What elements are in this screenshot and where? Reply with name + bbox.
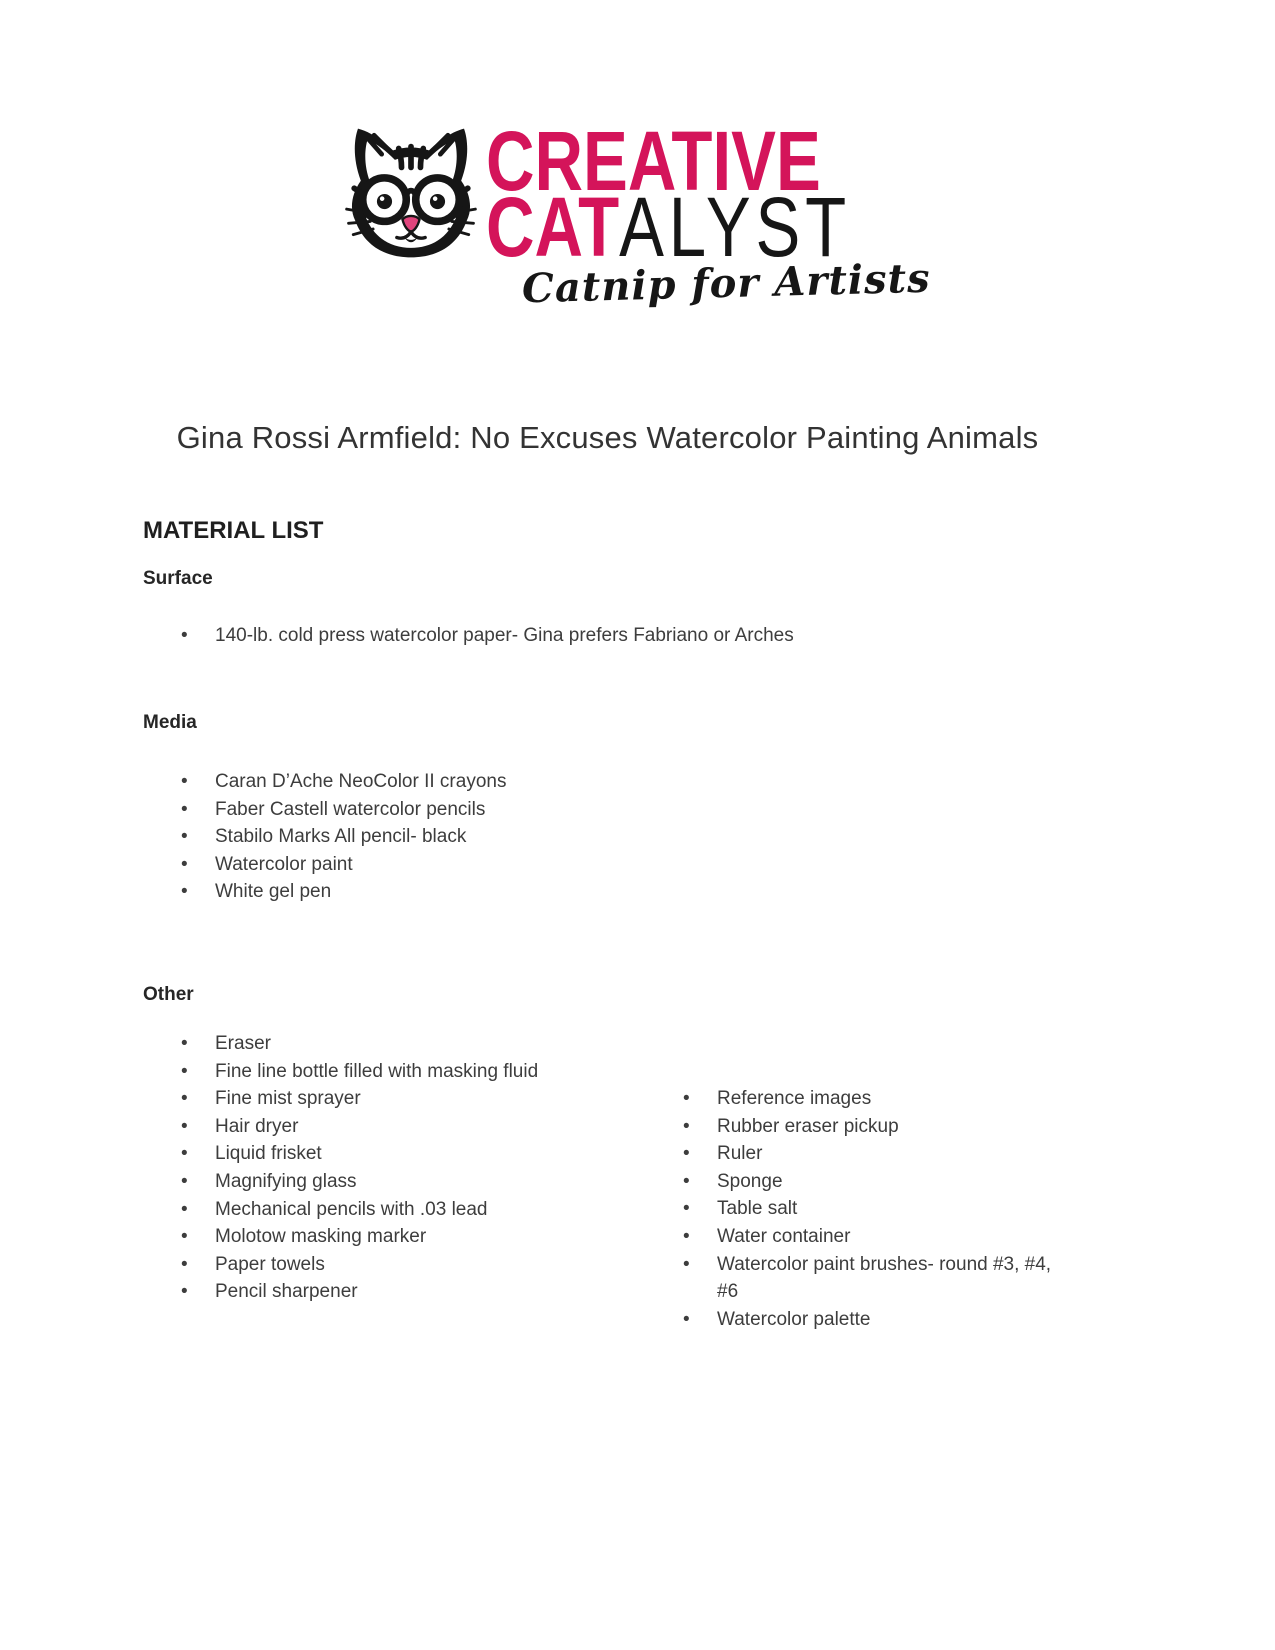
brand-wordmark (486, 114, 942, 274)
list-item: • 140-lb. cold press watercolor paper- Gina prefers Fabriano or Arches (143, 622, 903, 650)
list-item: • Fine mist sprayer (143, 1085, 545, 1113)
brand-word-alyst: ALYST (619, 180, 852, 274)
surface-item-list (143, 622, 903, 650)
list-item: • Pencil sharpener (143, 1278, 545, 1306)
other-item-list-right (645, 1085, 1057, 1333)
other-item-list-left (143, 1030, 545, 1306)
list-item: • Watercolor paint (143, 851, 703, 879)
list-item: • Hair dryer (143, 1113, 545, 1141)
list-item: • Sponge (645, 1168, 1057, 1196)
media-heading: Media (143, 712, 197, 733)
list-item: • Reference images (645, 1085, 1057, 1113)
creative-catalyst-logo (340, 114, 932, 313)
surface-heading: Surface (143, 568, 213, 589)
list-item: • White gel pen (143, 878, 703, 906)
list-item: • Magnifying glass (143, 1168, 545, 1196)
list-item: • Fine line bottle filled with masking fluid (143, 1058, 545, 1086)
list-item: • Liquid frisket (143, 1140, 545, 1168)
brand-word-cat: CAT (486, 180, 620, 274)
list-item: • Table salt (645, 1195, 1057, 1223)
list-item: • Caran D’Ache NeoColor II crayons (143, 768, 703, 796)
other-heading: Other (143, 984, 194, 1005)
list-item: • Ruler (645, 1140, 1057, 1168)
list-item: • Watercolor paint brushes- round #3, #4, #6 (645, 1251, 1057, 1306)
list-item: • Water container (645, 1223, 1057, 1251)
list-item: • Eraser (143, 1030, 545, 1058)
material-list-heading: MATERIAL LIST (143, 517, 324, 544)
list-item: • Paper towels (143, 1251, 545, 1279)
list-item: • Molotow masking marker (143, 1223, 545, 1251)
page-title: Gina Rossi Armfield: No Excuses Watercolor Painting Animals (176, 419, 1039, 455)
list-item: • Watercolor palette (645, 1306, 1057, 1334)
list-item: • Faber Castell watercolor pencils (143, 796, 703, 824)
cat-logo-icon (340, 122, 482, 264)
list-item: • Mechanical pencils with .03 lead (143, 1196, 545, 1224)
list-item: • Rubber eraser pickup (645, 1113, 1057, 1141)
media-item-list (143, 768, 703, 906)
brand-word-creative: CREATIVE (486, 114, 821, 208)
brand-tagline: Catnip for Artists (521, 254, 932, 313)
list-item: • Stabilo Marks All pencil- black (143, 823, 703, 851)
